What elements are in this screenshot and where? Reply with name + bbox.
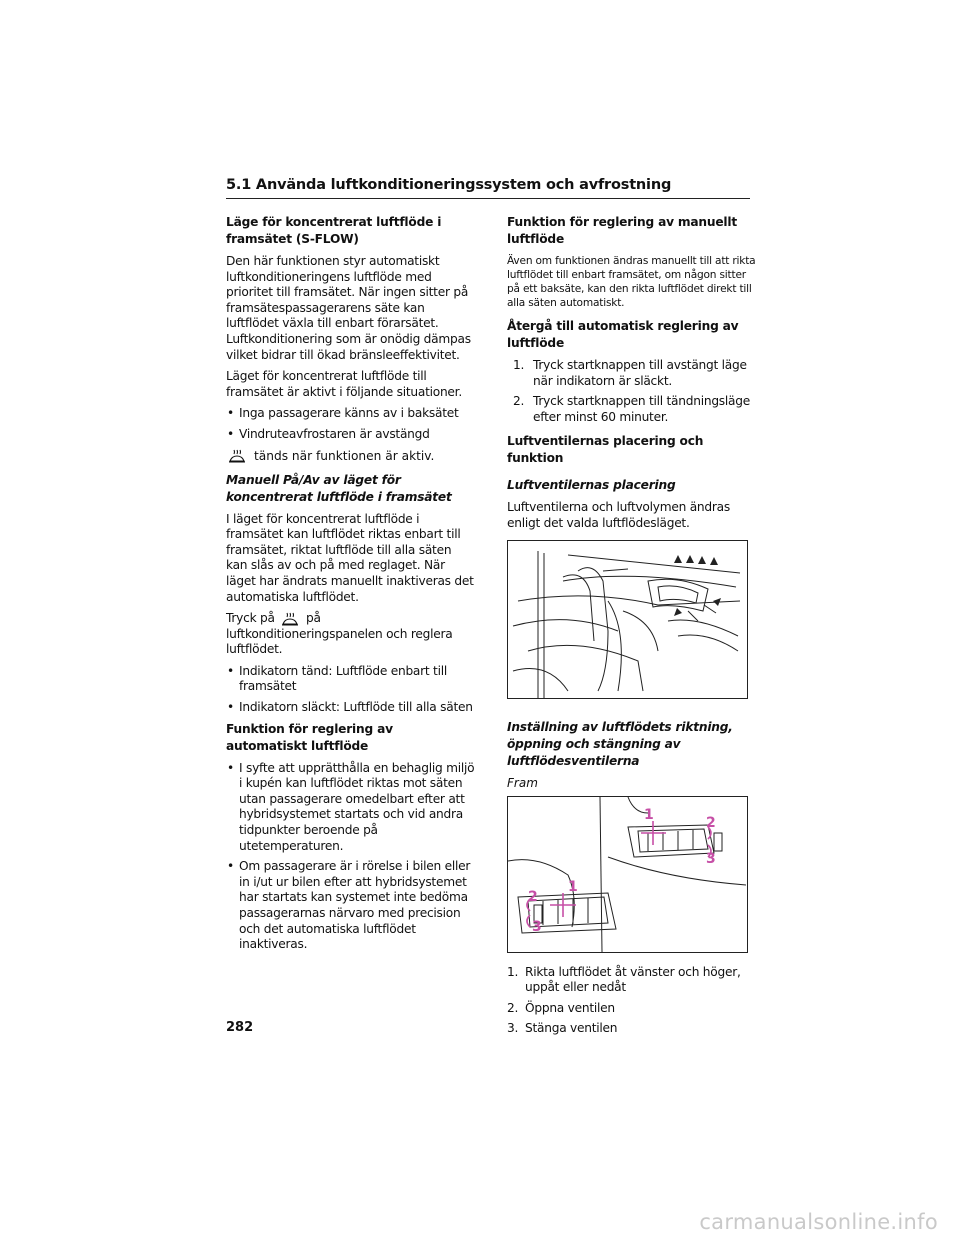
- heading-vent-location-function: Luftventilernas placering och funktion: [507, 434, 704, 466]
- label-1: 1: [568, 878, 578, 895]
- heading-automatic-airflow: Funktion för reglering av automatiskt luftflöde: [226, 721, 393, 753]
- heading-vent-location: Luftventilernas placering: [507, 478, 676, 493]
- car-interior-drawing: [508, 541, 747, 698]
- heading-s-flow: Läge för koncentrerat luftflöde i framsätet (S-FLOW): [226, 215, 442, 246]
- list-item: 1. Rikta luftflödet åt vänster och höger, uppåt eller nedåt: [507, 964, 741, 995]
- page-number: 282: [226, 1020, 254, 1035]
- figure-caption: Fram: [507, 775, 538, 790]
- label-1: 1: [644, 806, 654, 823]
- vent-controls-drawing: [508, 797, 747, 952]
- right-column: [507, 214, 757, 1042]
- list-item: • Inga passagerare känns av i baksätet: [227, 406, 459, 421]
- paragraph-s-flow-intro: Den här funktionen styr automatiskt luftkonditioneringens luftflöde med prioritet till framsätet. När ingen sitter på framsätespassagerarens säte kan luftflödet växla till enbart förarsätet. Luftkonditionering som är onödig dämpas vilket bidrar till ökad bränsleeffektivitet.: [226, 254, 471, 362]
- label-3: 3: [706, 850, 716, 867]
- heading-vent-adjustment: Inställning av luftflödets riktning, öppning och stängning av luftflödesventilerna: [507, 719, 733, 768]
- paragraph-active-situations: Läget för koncentrerat luftflöde till framsätet är aktivt i följande situationer.: [226, 369, 462, 399]
- heading-manual-on-off: Manuell På/Av av läget för koncentrerat luftflöde i framsätet: [226, 472, 452, 504]
- left-column: [226, 214, 476, 958]
- list-item: 3. Stänga ventilen: [507, 1021, 618, 1036]
- list-item: 2. Öppna ventilen: [507, 1000, 615, 1015]
- label-3: 3: [532, 918, 542, 935]
- list-item: • Vindruteavfrostaren är avstängd: [227, 426, 430, 441]
- section-title: 5.1 Använda luftkonditioneringssystem och avfrostning: [226, 177, 672, 193]
- header-rule: [226, 198, 750, 199]
- label-2: 2: [706, 814, 716, 831]
- paragraph-vent-airflow: Luftventilerna och luftvolymen ändras enligt det valda luftflödesläget.: [507, 500, 730, 530]
- list-item: • Indikatorn tänd: Luftflöde enbart till framsätet: [227, 663, 447, 694]
- watermark: carmanualsonline.info: [699, 1210, 938, 1234]
- list-item: • Indikatorn släckt: Luftflöde till alla säten: [227, 700, 473, 715]
- list-item: • I syfte att upprätthålla en behaglig miljö i kupén kan luftflödet riktas mot säten utan passagerare omedelbart efter att hybridsystemet startats och vid andra tidpunkter beroende på utetemperaturen.: [227, 760, 475, 853]
- heading-return-automatic: Återgå till automatisk reglering av luftflöde: [507, 319, 739, 350]
- front-seat-airflow-icon: [281, 612, 299, 626]
- front-vent-illustration: [507, 796, 748, 953]
- list-item: • Om passagerare är i rörelse i bilen eller in i/ut ur bilen efter att hybridsystemet har startats kan systemet inte bedöma passagerarnas närvaro med precision och det automatiska luftflödet inaktiveras.: [227, 859, 471, 952]
- indicator-line: tänds när funktionen är aktiv.: [226, 448, 476, 464]
- section-header: [226, 177, 750, 199]
- list-item: 2. Tryck startknappen till tändningsläge efter minst 60 minuter.: [513, 394, 750, 424]
- paragraph-manual-airflow: Även om funktionen ändras manuellt till att rikta luftflödet till enbart framsätet, om någon sitter på ett baksäte, kan den rikta luftflödet direkt till alla säten automatiskt.: [507, 255, 756, 309]
- front-seat-airflow-icon: [228, 449, 246, 463]
- heading-manual-airflow: Funktion för reglering av manuellt luftflöde: [507, 215, 738, 246]
- paragraph-manual-mode: I läget för koncentrerat luftflöde i framsätet kan luftflödet riktas enbart till framsätet, riktat luftflöde till alla säten kan slås av och på med reglaget. När läget har ändrats manuellt inaktiveras det automatiska luftflödet.: [226, 511, 474, 604]
- vent-location-illustration: [507, 540, 748, 699]
- list-item: 1. Tryck startknappen till avstängt läge när indikatorn är släckt.: [513, 358, 747, 388]
- label-2: 2: [528, 888, 538, 905]
- paragraph-press-button: Tryck på på luftkonditioneringspanelen och reglera luftflödet.: [226, 611, 453, 657]
